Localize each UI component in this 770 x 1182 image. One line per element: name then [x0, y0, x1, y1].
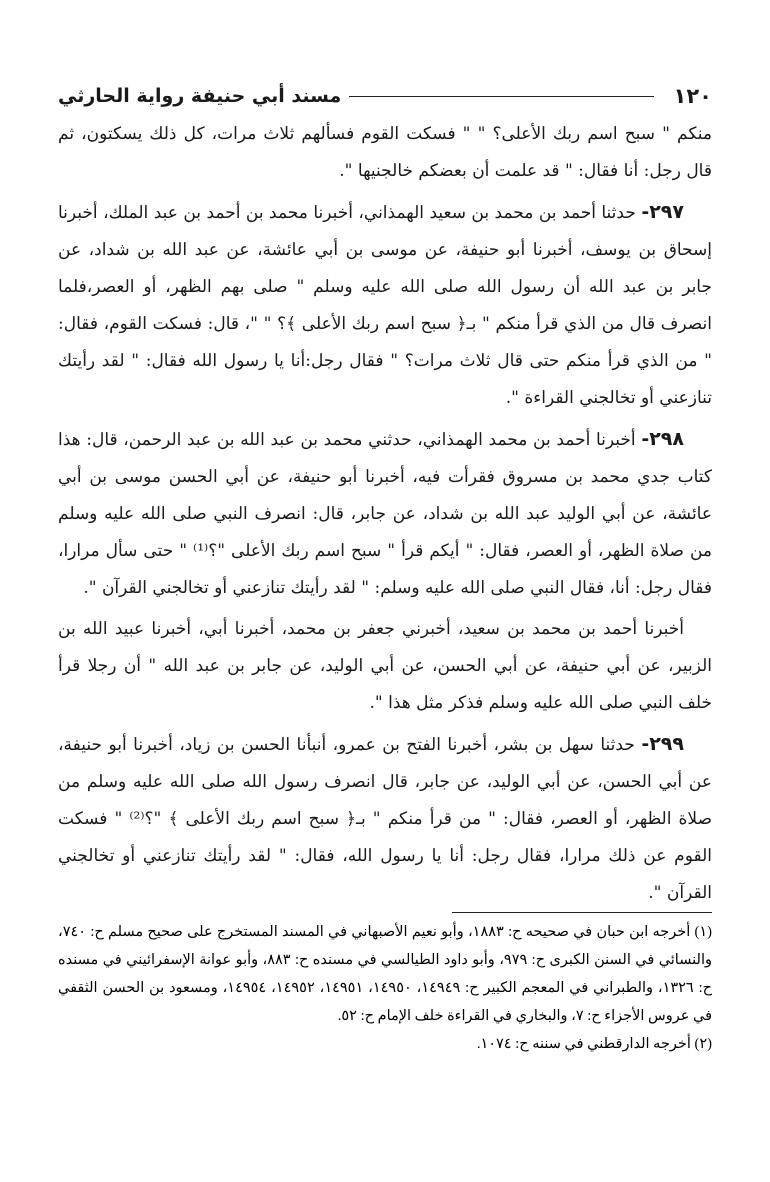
paragraph-text: حدثنا سهل بن بشر، أخبرنا الفتح بن عمرو، أنبأنا الحسن بن زياد، أخبرنا أبو حنيفة، عن أبي الحسن، عن أبي الوليد، عن جابر، قال انصرف رسول الله صلى الله عليه وسلم من صلاة الظهر، أو العصر، فقال: " من قرأ منكم " بـ﴿ سبح اسم ربك الأعلى ﴾ "؟⁽²⁾ " فسكت القوم عن ذلك مرارا، فقال رجل: أنا يا رسول الله، فقال: " لقد رأيتك تنازعني أو تخالجني القرآن ".	[58, 735, 712, 903]
hadith-297	[58, 194, 712, 417]
paragraph-text: منكم " سبح اسم ربك الأعلى؟ " " فسكت القوم فسألهم ثلاث مرات، كل ذلك يسكتون، ثم قال رجل: أنا فقال: " قد علمت أن بعضكم خالجنيها ".	[58, 124, 712, 181]
footnote-2: (٢) أخرجه الدارقطني في سننه ح: ١٠٧٤.	[476, 1036, 712, 1052]
hadith-number: ٢٩٩-	[641, 733, 684, 755]
footnote-1: (١) أخرجه ابن حبان في صحيحه ح: ١٨٨٣، وأبو نعيم الأصبهاني في المسند المستخرج على صحيح مسلم ح: ٧٤٠، والنسائي في السنن الكبرى ح: ٩٧٩، وأبو داود الطيالسي في مسنده ح: ٨٨٣، وأبو عوانة الإسفرائيني في مسنده ح: ١٣٢٦، والطبراني في المعجم الكبير ح: ١٤٩٤٩، ١٤٩٥٠، ١٤٩٥١، ١٤٩٥٢، ١٤٩٥٤، ومسعود بن الحسن الثقفي في عروس الأجزاء ح: ٧، والبخاري في القراءة خلف الإمام ح: ٥٢.	[58, 924, 712, 1024]
hadith-299	[58, 726, 712, 912]
hadith-298	[58, 421, 712, 607]
page-number: ١٢٠	[673, 84, 712, 108]
paragraph-continuation	[58, 116, 712, 190]
paragraph-text: حدثنا أحمد بن محمد بن سعيد الهمذاني، أخبرنا محمد بن أحمد بن عبد الملك، أخبرنا إسحاق بن يوسف، أخبرنا أبو حنيفة، عن موسى بن أبي عائشة، عن عبد الله بن شداد، عن جابر بن عبد الله أن رسول الله صلى الله عليه وسلم " صلى بهم الظهر، أو العصر،فلما انصرف قال من الذي قرأ منكم " بـ﴿ سبح اسم ربك الأعلى ﴾؟ " "، قال: فسكت القوم، فقال: " من الذي قرأ منكم حتى قال ثلاث مرات؟ " فقال رجل:أنا يا رسول الله فقال: " لقد رأيتك تنازعني أو تخالجني القراءة ".	[58, 203, 712, 408]
paragraph-text: أخبرنا أحمد بن محمد بن سعيد، أخبرني جعفر بن محمد، أخبرنا أبي، أخبرنا عبيد الله بن الزبير، عن أبي حنيفة، عن أبي الحسن، عن أبي الوليد، عن جابر بن عبد الله " أن رجلا قرأ خلف النبي صلى الله عليه وسلم فذكر مثل هذا ".	[58, 619, 712, 713]
hadith-298-chain	[58, 611, 712, 722]
running-title: مسند أبي حنيفة رواية الحارثي	[58, 85, 342, 107]
header-rule	[349, 96, 653, 97]
paragraph-text: أخبرنا أحمد بن محمد الهمذاني، حدثني محمد بن عبد الله بن عبد الرحمن، قال: هذا كتاب جدي محمد بن مسروق فقرأت فيه، أخبرنا أبو حنيفة، عن أبي الحسن موسى بن أبي عائشة، عن أبي الوليد عبد الله بن شداد، عن جابر، قال: انصرف النبي صلى الله عليه وسلم من صلاة الظهر، أو العصر، فقال: " أيكم قرأ " سبح اسم ربك الأعلى "؟⁽¹⁾ " حتى سأل مرارا، فقال رجل: أنا، فقال النبي صلى الله عليه وسلم: " لقد رأيتك تنازعني أو تخالجني القرآن ".	[58, 430, 712, 598]
main-text	[58, 116, 712, 912]
footnote-separator	[452, 912, 712, 913]
hadith-number: ٢٩٧-	[641, 201, 684, 223]
footnotes	[58, 918, 712, 1058]
hadith-number: ٢٩٨-	[641, 428, 684, 450]
page-header	[58, 78, 712, 114]
